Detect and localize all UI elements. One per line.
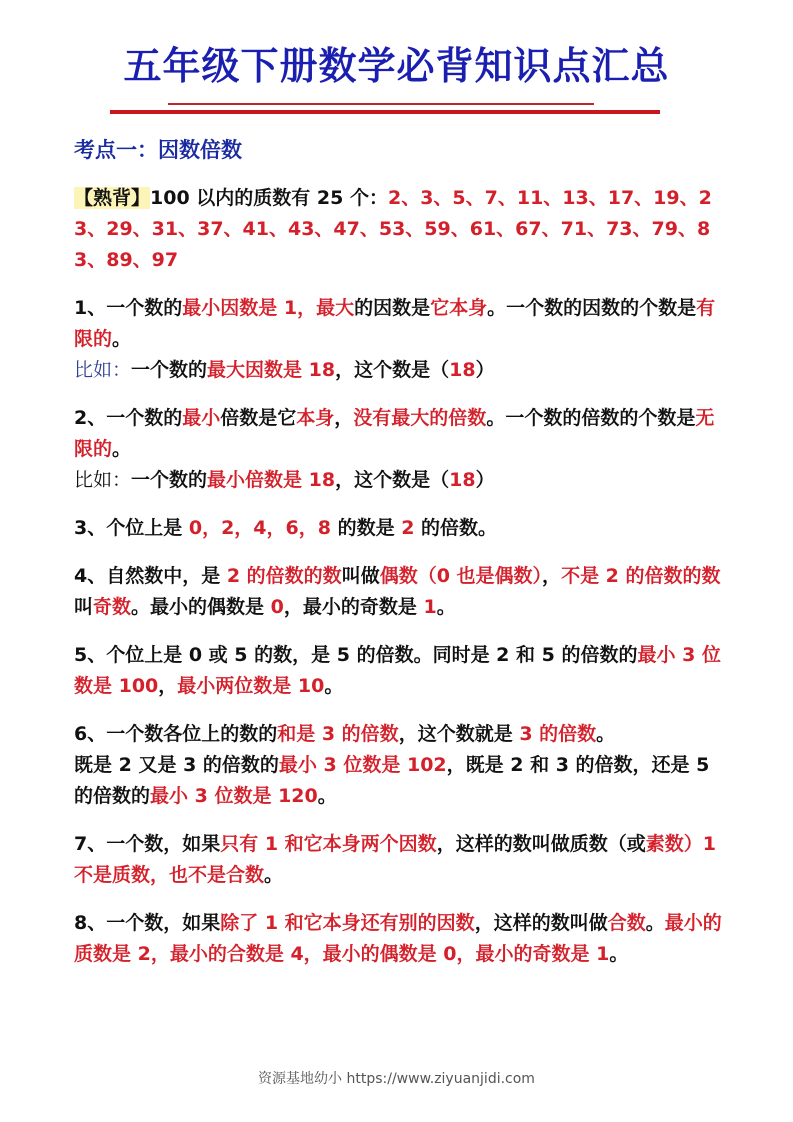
highlight: 最小 3 位数是 102 [278,754,447,776]
title-underline-thin [168,103,594,105]
text: 。最小的偶数是 [131,596,271,618]
example-1 [74,355,726,386]
highlight: 素数）1 不是质数，也不是合数 [74,833,716,886]
footer-watermark: 资源基地幼小 https://www.ziyuanjidi.com [258,1071,535,1087]
highlight: 它本身 [430,297,488,319]
answer: 18 [449,359,476,381]
text: 5、个位上是 0 或 5 的数，是 5 的倍数。同时是 2 和 5 的倍数的 [74,644,638,666]
highlight: 无限的 [74,407,715,460]
item-5 [74,640,726,702]
text: 3、个位上是 [74,517,189,539]
section-title: 考点一：因数倍数 [74,138,242,162]
document-body [74,132,726,987]
text: ，这样的数叫做质数（或 [436,833,646,855]
text: 2、一个数的 [74,407,183,429]
example-label: 比如： [74,359,132,381]
item-2 [74,403,726,496]
text: 。一个数的倍数的个数是 [486,407,696,429]
text: 。 [112,438,132,460]
text: 叫做 [341,565,380,587]
text: 6、一个数各位上的数的 [74,723,278,745]
item-6 [74,719,726,812]
primes-list-1: 2、3、5、7、11、13、17、19、 [387,187,699,209]
text: ，最小的奇数是 [283,596,424,618]
highlight: 3 的倍数 [519,723,597,745]
text: 的倍数。 [414,517,498,539]
highlight: 0，2，4，6，8 [188,517,331,539]
text: 。 [264,864,284,886]
text: 。 [436,596,456,618]
document-title: 五年级下册数学必背知识点汇总 [123,44,670,88]
text: 叫 [74,596,94,618]
answer: 18 [449,469,476,491]
item-1 [74,293,726,386]
text: 。 [112,328,132,350]
text: 8、一个数，如果 [74,912,221,934]
highlight: 最大因数是 18 [207,359,336,381]
text: ，这个数就是 [398,723,520,745]
highlight: 和是 3 的倍数 [277,723,399,745]
highlight: 奇数 [93,596,132,618]
text: 4、自然数中，是 [74,565,227,587]
text: 。 [317,785,337,807]
highlight: 最小因数是 1，最大 [182,297,355,319]
text: 的数是 [330,517,402,539]
highlight: 偶数（0 也是偶数） [379,565,543,587]
text: ， [334,407,354,429]
primes-list-3: 83、89、97 [74,218,711,271]
text: ，这个数是（ [335,359,450,381]
text: ） [475,359,495,381]
text: 1、一个数的 [74,297,183,319]
text: 。 [596,723,616,745]
highlight: 本身 [296,407,335,429]
example-2 [74,465,726,496]
highlight: 最小 3 位数是 120 [150,785,318,807]
highlight: 有限的 [74,297,716,350]
highlight: 除了 1 和它本身还有别的因数 [220,912,475,934]
text: 倍数是它 [220,407,297,429]
highlight: 最小倍数是 18 [207,469,336,491]
text: 。 [324,675,344,697]
item-3 [74,513,726,544]
memorize-tag: 【熟背】 [74,187,151,209]
highlight: 不是 2 的倍数的数 [561,565,721,587]
highlight: 合数 [607,912,646,934]
primes-lead: 100 以内的质数有 25 个： [150,187,388,209]
highlight: 最小的质数是 2，最小的合数是 4，最小的偶数是 0，最小的奇数是 1 [74,912,722,965]
item-4 [74,561,726,623]
example-label: 比如： [74,469,132,491]
text: 。 [645,912,665,934]
highlight: 最小 3 位数是 100 [74,644,721,697]
primes-list-2: 23、29、31、37、41、43、47、53、59、61、67、71、73、79、 [74,187,712,240]
text: 既是 2 又是 3 的倍数的 [74,754,279,776]
item-8 [74,908,726,970]
highlight: 最小两位数是 10 [177,675,325,697]
item-7 [74,829,726,891]
primes-paragraph [74,183,726,276]
text: ，既是 2 和 3 的倍数，还是 5 的倍数的 [74,754,710,807]
text: 的因数是 [354,297,431,319]
highlight: 只有 1 和它本身两个因数 [220,833,437,855]
highlight: 0 [270,596,284,618]
text: ， [542,565,562,587]
text: 一个数的 [131,359,208,381]
text: 一个数的 [131,469,208,491]
text: ） [475,469,495,491]
text: ，这个数是（ [335,469,450,491]
text: ， [158,675,178,697]
text: 。 [609,943,629,965]
text: 7、一个数，如果 [74,833,221,855]
text: ，这样的数叫做 [474,912,608,934]
highlight: 2 [401,517,415,539]
text: 。一个数的因数的个数是 [487,297,697,319]
highlight: 2 的倍数的数 [226,565,342,587]
highlight: 最小 [182,407,221,429]
highlight: 1 [423,596,437,618]
highlight: 没有最大的倍数 [353,407,487,429]
title-underline-thick [110,110,660,114]
